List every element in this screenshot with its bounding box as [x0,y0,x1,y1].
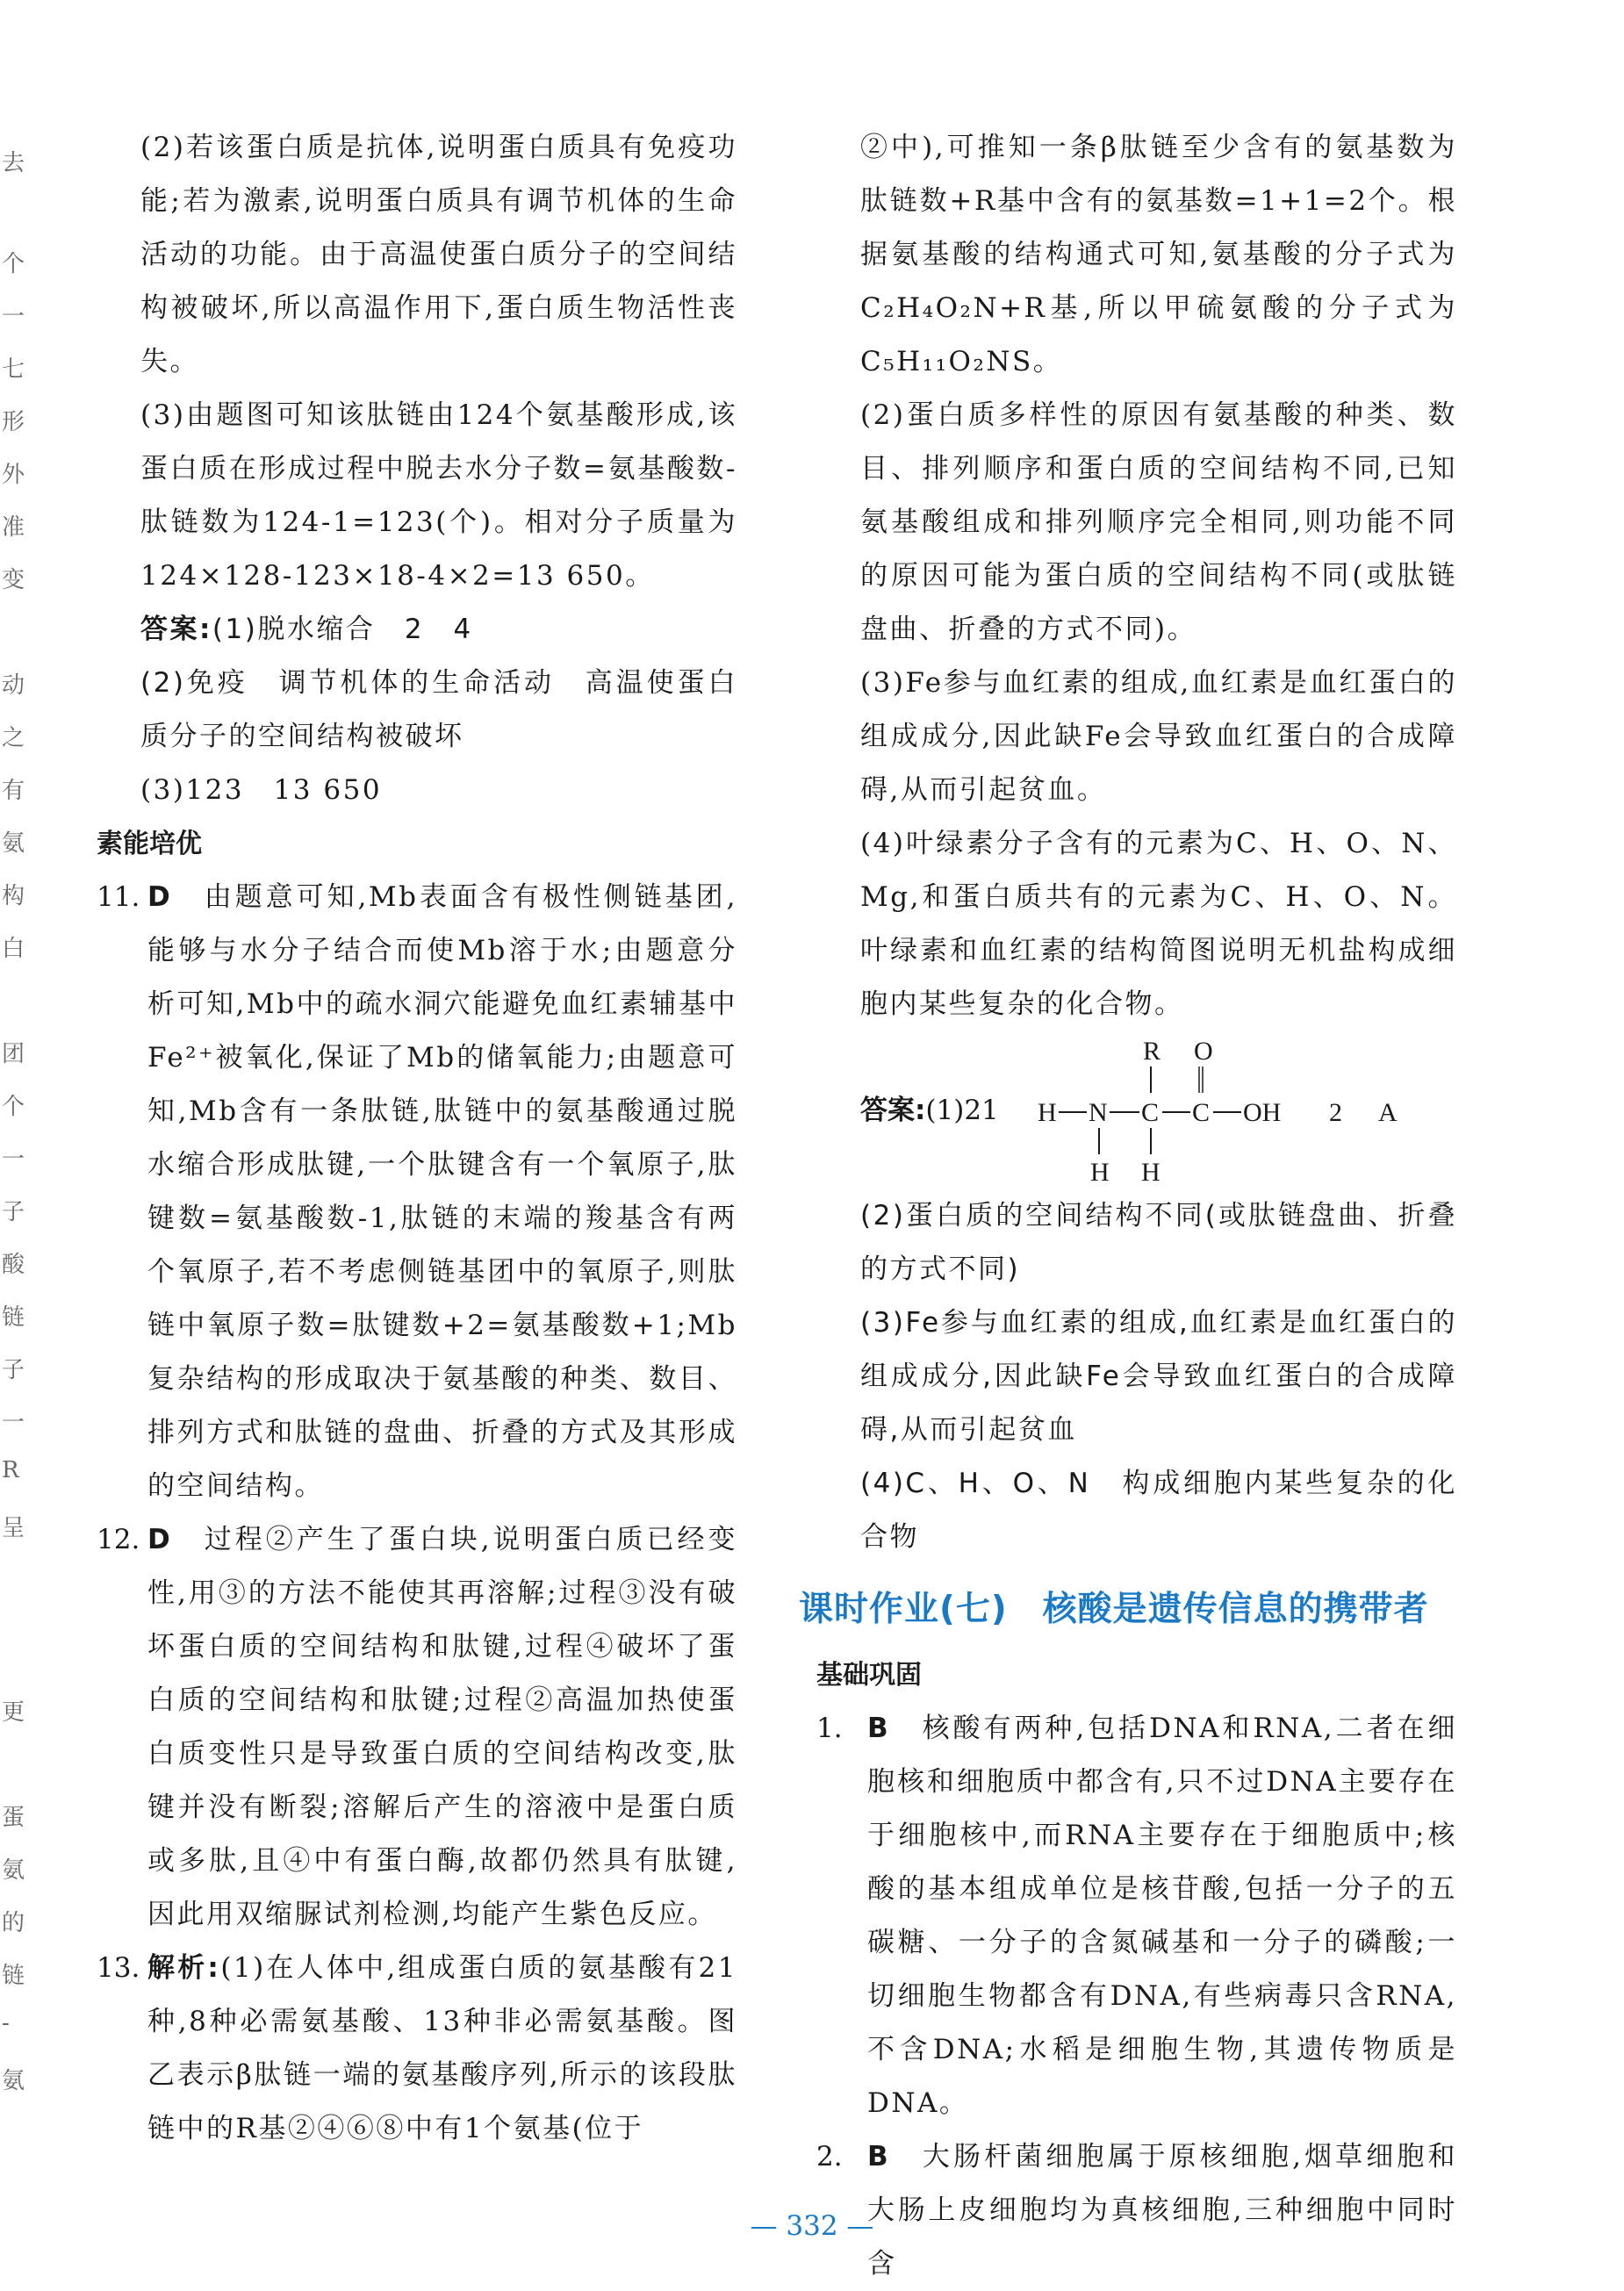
answer-letter: B [867,1713,891,1744]
edge-char: 有 [2,778,25,804]
edge-char: 之 [2,725,25,751]
edge-char: - [2,2010,10,2036]
formula-c: C [1192,1098,1211,1127]
edge-char: 子 [2,1357,25,1383]
answer-label: 答案: [860,1095,926,1126]
edge-char: 一 [2,1410,25,1436]
edge-char: 呈 [2,1515,25,1541]
edge-char: 个 [2,1094,25,1120]
answer-text: (2)免疫 调节机体的生命活动 高温使蛋白质分子的空间结构被破坏 [140,667,737,752]
paragraph: (3)Fe参与血红素的组成,血红素是血红蛋白的组成成分,因此缺Fe会导致血红蛋白的合成障碍,从而引起贫血。 [860,667,1457,806]
formula-o: O [1194,1037,1213,1066]
question-number: 1. [816,1713,843,1744]
left-edge-cut-text [0,0,25,2142]
edge-char: 外 [2,462,25,488]
explanation-text: 由题意可知,Mb表面含有极性侧链基团,能够与水分子结合而使Mb溶于水;由题意分析可知,Mb中的疏水洞穴能避免血红素辅基中Fe²⁺被氧化,保证了Mb的储氧能力;由题意可知,Mb含有一条肽链,肽链中的氨基酸通过脱水缩合形成肽键,一个肽键含有一个氧原子,肽键数=氨基酸数-1,肽链的末端的羧基含有两个氧原子,若不考虑侧链基团中的氧原子,则肽链中氧原子数=肽键数+2=氨基酸数+1;Mb复杂结构的形成取决于氨基酸的种类、数目、排列方式和肽链的盘曲、折叠的方式及其形成的空间结构。 [147,881,738,1502]
edge-char: R [2,1457,19,1483]
paragraph: (3)由题图可知该肽链由124个氨基酸形成,该蛋白质在形成过程中脱去水分子数=氨基酸数-肽链数为124-1=123(个)。相对分子质量为124×128-123×18-4×2=13 650。 [140,399,737,592]
question-body [147,1942,737,2156]
answer-line [860,1084,999,1138]
edge-char: 构 [2,883,25,909]
edge-char: 形 [2,409,25,435]
question-body [147,871,737,1513]
lesson-title: 课时作业(七) 核酸是遗传信息的携带者 [799,1590,1429,1629]
left-column [97,121,738,2156]
question-body [867,1702,1457,2130]
answer-text: (1)脱水缩合 2 4 [212,614,473,645]
edge-char: 白 [2,936,25,962]
edge-char: 链 [2,1304,25,1331]
edge-char: 氨 [2,2068,25,2094]
edge-char: 酸 [2,1252,25,1278]
paragraph: ②中),可推知一条β肽链至少含有的氨基数为肽链数+R基中含有的氨基数=1+1=2个。根据氨基酸的结构通式可知,氨基酸的分子式为C₂H₄O₂N+R基,所以甲硫氨酸的分子式为C₅H₁₁O₂NS。 [860,132,1457,377]
answer-text: (2)蛋白质的空间结构不同(或肽链盘曲、折叠的方式不同) [860,1200,1457,1285]
question-item [97,1513,738,1942]
edge-char: 的 [2,1910,25,1936]
edge-char: 一 [2,1146,25,1173]
question-body [147,1513,737,1942]
page-number: — 332 — [750,2210,874,2242]
edge-char: 更 [2,1699,25,1726]
question-number: 2. [816,2141,843,2172]
answer-text: (1)21 [925,1095,999,1126]
answer-line [140,603,737,657]
analysis-label: 解析: [147,1952,221,1984]
paragraph: (2)蛋白质多样性的原因有氨基酸的种类、数目、排列顺序和蛋白质的空间结构不同,已知氨基酸组成和排列顺序完全相同,则功能不同的原因可能为蛋白质的空间结构不同(或肽链盘曲、折叠的方式不同)。 [860,399,1457,645]
edge-char: 七 [2,356,25,383]
question-number: 11. [97,881,140,913]
answer-letter: A [1378,1098,1398,1127]
formula-c: C [1141,1098,1160,1127]
edge-char: 变 [2,567,25,593]
edge-char: 团 [2,1041,25,1067]
explanation-text: (1)在人体中,组成蛋白质的氨基酸有21种,8种必需氨基酸、13种非必需氨基酸。图乙表示β肽链一端的氨基酸序列,所示的该段肽链中的R基②④⑥⑧中有1个氨基(位于 [147,1952,737,2144]
answer-letter: D [147,881,173,913]
question-item [97,1942,737,2156]
answer-text: (4)C、H、O、N 构成细胞内某些复杂的化合物 [860,1468,1457,1553]
amino-acid-structure-answer [860,1031,1457,1189]
section-heading: 基础巩固 [816,1660,922,1691]
section-heading: 素能培优 [97,829,202,859]
edge-char: 准 [2,514,25,541]
question-number: 12. [97,1524,140,1555]
edge-char: 氨 [2,1857,25,1884]
formula-n: N [1089,1098,1108,1127]
edge-char: 子 [2,1199,25,1225]
paragraph: (4)叶绿素分子含有的元素为C、H、O、N、Mg,和蛋白质共有的元素为C、H、O、N。叶绿素和血红素的结构简图说明无机盐构成细胞内某些复杂的化合物。 [860,828,1457,1020]
explanation-text: 核酸有两种,包括DNA和RNA,二者在细胞核和细胞质中都含有,只不过DNA主要存在于细胞核中,而RNA主要存在于细胞质中;核酸的基本组成单位是核苷酸,包括一分子的五碳糖、一分子的含氮碱基和一分子的磷酸;一切细胞生物都含有DNA,有些病毒只含RNA,不含DNA;水稻是细胞生物,其遗传物质是DNA。 [867,1713,1457,2119]
edge-char: 蛋 [2,1805,25,1831]
formula-h: H [1141,1158,1161,1187]
question-number: 13. [97,1952,140,1984]
edge-char: 动 [2,672,25,699]
question-item [97,871,738,1513]
edge-char: 氨 [2,830,25,857]
explanation-text: 大肠杆菌细胞属于原核细胞,烟草细胞和大肠上皮细胞均为真核细胞,三种细胞中同时含 [867,2141,1458,2280]
answer-letter: B [867,2141,891,2172]
edge-char: 个 [2,251,25,277]
explanation-text: 过程②产生了蛋白块,说明蛋白质已经变性,用③的方法不能使其再溶解;过程③没有破坏蛋白质的空间结构和肽键,过程④破坏了蛋白质的空间结构和肽键;过程②高温加热使蛋白质变性只是导致蛋白质的空间结构改变,肽键并没有断裂;溶解后产生的溶液中是蛋白质或多肽,且④中有蛋白酶,故都仍然具有肽键,因此用双缩脲试剂检测,均能产生紫色反应。 [147,1524,738,1930]
paragraph: (2)若该蛋白质是抗体,说明蛋白质具有免疫功能;若为激素,说明蛋白质具有调节机体的生命活动的功能。由于高温使蛋白质分子的空间结构被破坏,所以高温作用下,蛋白质生物活性丧失。 [140,132,737,377]
edge-char: 链 [2,1963,25,1989]
edge-char: 去 [2,150,25,176]
amino-acid-formula [1027,1031,1448,1189]
formula-h: H [1038,1098,1057,1127]
answer-letter: D [147,1524,173,1555]
answer-text: (3)Fe参与血红素的组成,血红素是血红蛋白的组成成分,因此缺Fe会导致血红蛋白的合成障碍,从而引起贫血 [860,1307,1457,1446]
question-item [816,1702,1457,2130]
edge-char: 一 [2,304,25,330]
formula-oh: OH [1243,1098,1282,1127]
formula-h: H [1090,1158,1110,1187]
answer-number: 2 [1329,1098,1342,1127]
formula-r: R [1143,1037,1161,1066]
answer-label: 答案: [140,614,212,645]
answer-text: (3)123 13 650 [140,774,383,806]
